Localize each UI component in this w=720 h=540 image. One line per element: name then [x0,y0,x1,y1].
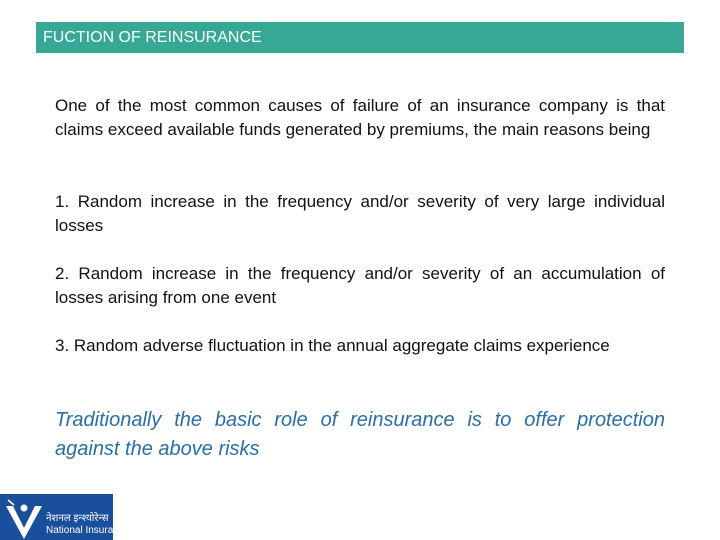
logo-hindi-name: नेशनल इन्श्योरेन्स [46,513,109,524]
slide-title: FUCTION OF REINSURANCE [43,29,262,46]
point-1: 1. Random increase in the frequency and/or severity of very large individual losses [55,192,665,235]
company-logo [0,494,130,540]
point-3: 3. Random adverse fluctuation in the annual aggregate claims experience [55,336,610,355]
title-bar [36,22,684,53]
point-2: 2. Random increase in the frequency and/or severity of an accumulation of losses arising from one event [55,264,665,307]
conclusion-text: Traditionally the basic role of reinsurance is to offer protection against the above risks [55,409,665,460]
national-insurance-emblem-icon [2,496,44,540]
intro-paragraph: One of the most common causes of failure of an insurance company is that claims exceed available funds generated by premiums, the main reasons being [55,96,665,139]
logo-english-name: National Insurance [46,525,130,536]
